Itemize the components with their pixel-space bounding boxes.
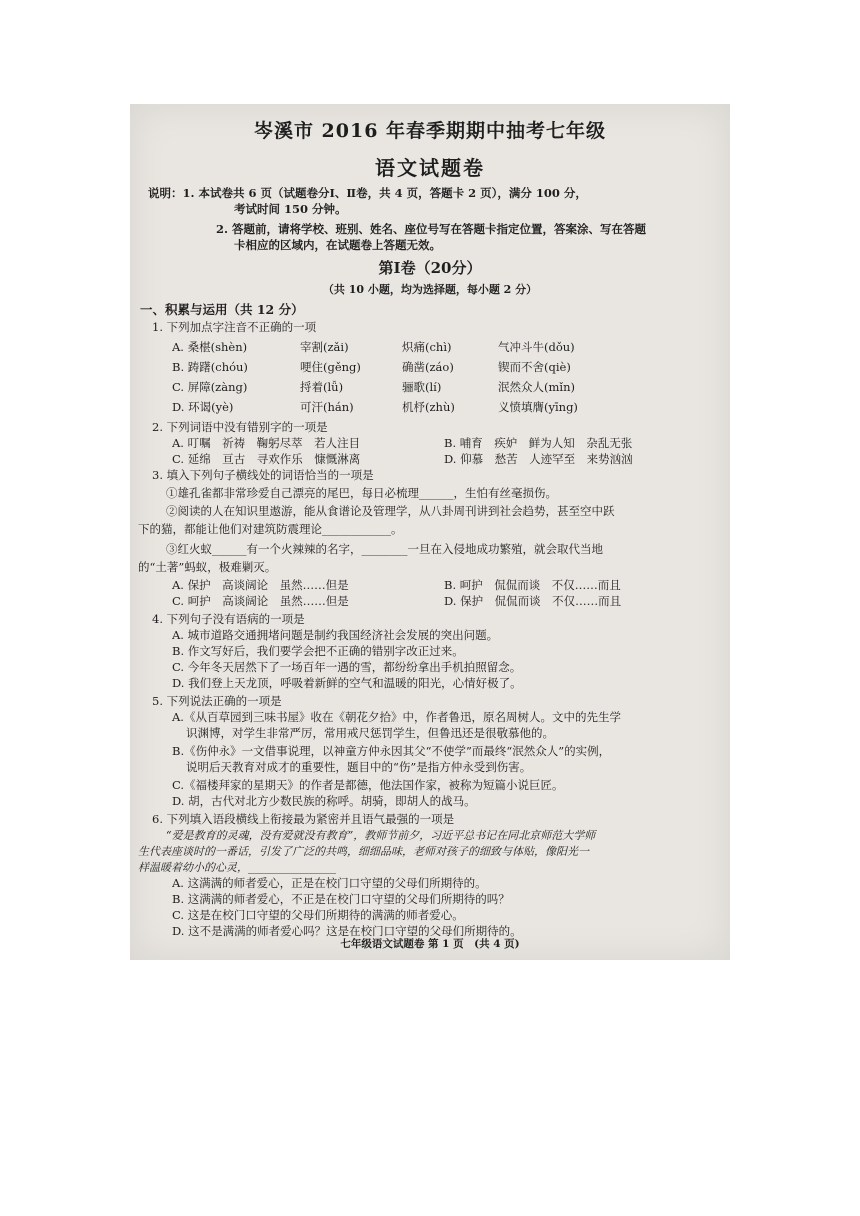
q1-b-4: 锲而不舍(qiè) xyxy=(498,360,571,374)
q6-stem: 6. 下列填入语段横线上衔接最为紧密并且语气最强的一项是 xyxy=(152,812,455,826)
q3-option-a: A. 保护 高谈阔论 虽然……但是 xyxy=(172,578,349,592)
q1-b-1: B. 踌躇(chóu) xyxy=(172,360,248,374)
exam-title: 岑溪市 2016 年春季期期中抽考七年级 xyxy=(253,120,607,142)
q1-c-2: 捋着(lǚ) xyxy=(300,380,344,394)
exam-paper xyxy=(130,104,730,960)
volume-title: 第Ⅰ卷（20分） xyxy=(378,259,482,277)
q3-sentence-3a: ③红火蚁______有一个火辣辣的名字，________一旦在入侵地成功繁殖，就会取代当地 xyxy=(166,542,603,556)
note-line-1: 说明：1. 本试卷共 6 页（试题卷分Ⅰ、Ⅱ卷，共 4 页，答题卡 2 页），满分 100 分， xyxy=(148,186,587,200)
q1-a-3: 炽痛(chì) xyxy=(402,340,452,354)
note-line-4: 卡相应的区域内，在试题卷上答题无效。 xyxy=(234,238,441,252)
q2-row-2 xyxy=(172,452,730,467)
q1-row-a xyxy=(172,340,730,355)
q3-option-d: D. 保护 侃侃而谈 不仅……而且 xyxy=(444,594,622,608)
q1-a-1: A. 桑椹(shèn) xyxy=(172,340,248,354)
q1-a-4: 气冲斗牛(dǒu) xyxy=(498,340,575,354)
q3-sentence-2b: 下的猫，都能让他们对建筑防震理论____________。 xyxy=(138,522,403,536)
q1-d-4: 义愤填膺(yīng) xyxy=(498,400,578,414)
q4-stem: 4. 下列句子没有语病的一项是 xyxy=(152,612,305,626)
q2-option-b: B. 哺育 疾妒 鲜为人知 杂乱无张 xyxy=(444,436,633,450)
q2-option-d: D. 仰慕 愁苦 人迹罕至 来势汹汹 xyxy=(444,452,633,466)
q1-stem: 1. 下列加点字注音不正确的一项 xyxy=(152,320,317,334)
q5-line-6: D. 胡，古代对北方少数民族的称呼。胡骑，即胡人的战马。 xyxy=(172,794,476,808)
q1-row-d xyxy=(172,400,730,415)
q1-b-2: 哽住(gěng) xyxy=(300,360,361,374)
q1-d-2: 可汗(hán) xyxy=(300,400,354,414)
q4-option-b: B. 作文写好后，我们要学会把不正确的错别字改正过来。 xyxy=(172,644,464,658)
volume-note: （共 10 小题，均为选择题，每小题 2 分） xyxy=(322,283,538,296)
note-line-3: 2. 答题前，请将学校、班别、姓名、座位号写在答题卡指定位置，答案涂、写在答题 xyxy=(216,222,647,236)
q4-option-c: C. 今年冬天居然下了一场百年一遇的雪，都纷纷拿出手机拍照留念。 xyxy=(172,660,522,674)
q5-line-4: 说明后天教育对成才的重要性，题目中的“伤”是指方仲永受到伤害。 xyxy=(186,760,532,774)
q5-stem: 5. 下列说法正确的一项是 xyxy=(152,694,282,708)
q2-option-a: A. 叮嘱 祈祷 鞠躬尽萃 若人注目 xyxy=(172,436,361,450)
q3-row-1 xyxy=(172,578,730,593)
q1-a-2: 宰割(zǎi) xyxy=(300,340,349,354)
q3-option-c: C. 呵护 高谈阔论 虽然……但是 xyxy=(172,594,349,608)
q1-row-c xyxy=(172,380,730,395)
q6-passage-2: 生代表座谈时的一番话，引发了广泛的共鸣，细细品味，老师对孩子的细致与体贴，像阳光一 xyxy=(138,845,589,858)
q4-option-a: A. 城市道路交通拥堵问题是制约我国经济社会发展的突出问题。 xyxy=(172,628,499,642)
q1-c-1: C. 屏障(zàng) xyxy=(172,380,248,394)
note-line-2: 考试时间 150 分钟。 xyxy=(234,202,347,216)
q2-row-1 xyxy=(172,436,730,451)
page-footer: 七年级语文试题卷 第 1 页 (共 4 页) xyxy=(340,938,520,950)
q6-passage-3: 样温暖着幼小的心灵，________________ xyxy=(138,861,336,874)
q5-line-1: A.《从百草园到三味书屋》收在《朝花夕拾》中，作者鲁迅，原名周树人。文中的先生学 xyxy=(172,710,621,724)
q1-c-3: 骊歌(lí) xyxy=(402,380,442,394)
q1-b-3: 确凿(záo) xyxy=(402,360,454,374)
q3-stem: 3. 填入下列句子横线处的词语恰当的一项是 xyxy=(152,468,374,482)
q1-d-1: D. 环谒(yè) xyxy=(172,400,234,414)
q3-sentence-2a: ②阅读的人在知识里遨游，能从食谱论及管理学，从八卦周刊讲到社会趋势，甚至空中跃 xyxy=(166,504,615,518)
q6-option-c: C. 这是在校门口守望的父母们所期待的满满的师者爱心。 xyxy=(172,908,464,922)
q1-d-3: 机杼(zhù) xyxy=(402,400,455,414)
exam-subtitle: 语文试题卷 xyxy=(375,156,485,180)
q1-c-4: 泯然众人(mǐn) xyxy=(498,380,575,394)
q6-option-a: A. 这满满的师者爱心，正是在校门口守望的父母们所期待的。 xyxy=(172,876,487,890)
q6-option-b: B. 这满满的师者爱心，不正是在校门口守望的父母们所期待的吗？ xyxy=(172,892,510,906)
q4-option-d: D. 我们登上天龙顶，呼吸着新鲜的空气和温暖的阳光，心情好极了。 xyxy=(172,676,522,690)
q3-sentence-1: ①雄孔雀都非常珍爱自己漂亮的尾巴，每日必梳理______，生怕有丝毫损伤。 xyxy=(166,486,557,500)
q6-option-d: D. 这不是满满的师者爱心吗？这是在校门口守望的父母们所期待的。 xyxy=(172,924,522,938)
q1-row-b xyxy=(172,360,730,375)
q5-line-5: C.《福楼拜家的星期天》的作者是都德，他法国作家，被称为短篇小说巨匠。 xyxy=(172,778,564,792)
q5-line-3: B.《伤仲永》一文借事说理，以神童方仲永因其父“不使学”而最终“泯然众人”的实例， xyxy=(172,744,611,758)
q3-option-b: B. 呵护 侃侃而谈 不仅……而且 xyxy=(444,578,621,592)
q2-stem: 2. 下列词语中没有错别字的一项是 xyxy=(152,420,328,434)
q3-row-2 xyxy=(172,594,730,609)
section-heading: 一、积累与运用（共 12 分） xyxy=(140,302,304,317)
q5-line-2: 识渊博，对学生非常严厉，常用戒尺惩罚学生，但鲁迅还是很敬慕他的。 xyxy=(186,726,554,740)
q2-option-c: C. 延绵 亘古 寻欢作乐 慷慨淋离 xyxy=(172,452,361,466)
q6-passage-1: “爱是教育的灵魂，没有爱就没有教育”，教师节前夕，习近平总书记在同北京师范大学师 xyxy=(166,829,596,842)
q3-sentence-3b: 的“土著”蚂蚁，极难剿灭。 xyxy=(138,560,277,574)
